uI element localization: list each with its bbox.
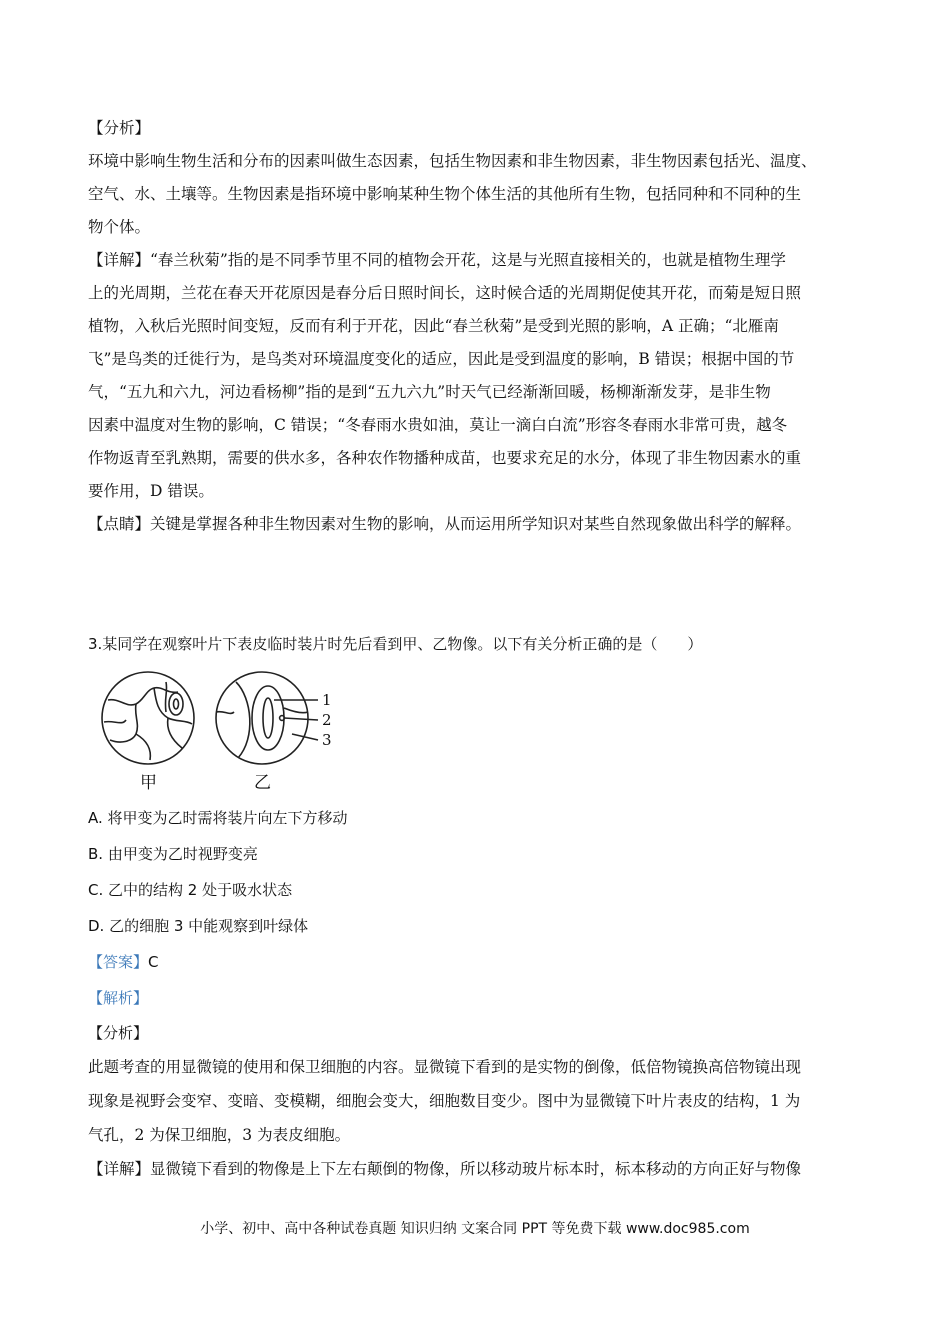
detail-line: 气，“五九和六九，河边看杨柳”指的是到“五九六九”时天气已经渐渐回暖，杨柳渐渐发芽，是非生物 bbox=[88, 383, 771, 401]
label-1: 1 bbox=[322, 691, 332, 709]
page-footer: 小学、初中、高中各种试卷真题 知识归纳 文案合同 PPT 等免费下载 www.doc985.com bbox=[200, 1221, 750, 1237]
answer-value: C bbox=[148, 953, 159, 971]
option-d: D. 乙的细胞 3 中能观察到叶绿体 bbox=[88, 917, 309, 935]
detail-line: 作物返青至乳熟期，需要的供水多，各种农作物播种成苗，也要求充足的水分，体现了非生物因素水的重 bbox=[88, 449, 802, 467]
label-2: 2 bbox=[322, 711, 332, 729]
question-3-options bbox=[88, 800, 878, 1016]
detail-line: 飞”是鸟类的迁徙行为，是鸟类对环境温度变化的适应，因此是受到温度的影响，B 错误；根据中国的节 bbox=[88, 350, 795, 368]
detail-line: 因素中温度对生物的影响，C 错误；“冬春雨水贵如油，莫让一滴白白流”形容冬春雨水非常可贵，越冬 bbox=[88, 416, 788, 434]
answer-label: 【答案】 bbox=[88, 953, 149, 971]
detail-line: 植物，入秋后光照时间变短，反而有利于开花，因此“春兰秋菊”是受到光照的影响，A 正确；“北雁南 bbox=[88, 317, 779, 335]
detail-line: 【详解】“春兰秋菊”指的是不同季节里不同的植物会开花，这是与光照直接相关的，也就是植物生理学 bbox=[88, 251, 786, 269]
analysis-line: 环境中影响生物生活和分布的因素叫做生态因素，包括生物因素和非生物因素，非生物因素包括光、温度、 bbox=[88, 152, 817, 170]
analysis-line: 物个体。 bbox=[88, 218, 151, 236]
question-3-analysis bbox=[88, 1016, 878, 1186]
detail-line: 上的光周期，兰花在春天开花原因是春分后日照时间长，这时候合适的光周期促使其开花，而菊是短日照 bbox=[88, 284, 802, 302]
analysis-line: 空气、水、土壤等。生物因素是指环境中影响某种生物个体生活的其他所有生物，包括同种和不同种的生 bbox=[88, 185, 802, 203]
explanation-label: 【解析】 bbox=[88, 989, 149, 1007]
microscope-figure bbox=[96, 668, 346, 792]
detail-line: 【详解】显微镜下看到的物像是上下左右颠倒的物像，所以移动玻片标本时，标本移动的方向正好与物像 bbox=[88, 1160, 802, 1178]
option-c: C. 乙中的结构 2 处于吸水状态 bbox=[88, 881, 293, 899]
label-jia: 甲 bbox=[140, 773, 157, 792]
analysis-line: 气孔，2 为保卫细胞，3 为表皮细胞。 bbox=[88, 1126, 351, 1144]
answer-line bbox=[88, 944, 878, 980]
view-jia-circle bbox=[102, 672, 194, 764]
analysis-line: 此题考查的用显微镜的使用和保卫细胞的内容。显微镜下看到的是实物的倒像，低倍物镜换高倍物镜出现 bbox=[88, 1058, 802, 1076]
option-b: B. 由甲变为乙时视野变亮 bbox=[88, 845, 258, 863]
analysis-section-1 bbox=[88, 112, 878, 541]
label-yi: 乙 bbox=[254, 773, 271, 792]
question-stem: 3.某同学在观察叶片下表皮临时装片时先后看到甲、乙物像。以下有关分析正确的是（ ） bbox=[88, 635, 703, 653]
label-3: 3 bbox=[322, 731, 332, 749]
analysis-line: 现象是视野会变窄、变暗、变模糊，细胞会变大，细胞数目变少。图中为显微镜下叶片表皮的结构，1 为 bbox=[88, 1092, 801, 1110]
analysis-heading: 【分析】 bbox=[88, 1024, 149, 1042]
question-3 bbox=[88, 628, 878, 661]
detail-line: 要作用，D 错误。 bbox=[88, 482, 214, 500]
option-a: A. 将甲变为乙时需将装片向左下方移动 bbox=[88, 809, 348, 827]
analysis-heading: 【分析】 bbox=[88, 119, 151, 137]
key-point-line: 【点睛】关键是掌握各种非生物因素对生物的影响，从而运用所学知识对某些自然现象做出科学的解释。 bbox=[88, 515, 802, 533]
